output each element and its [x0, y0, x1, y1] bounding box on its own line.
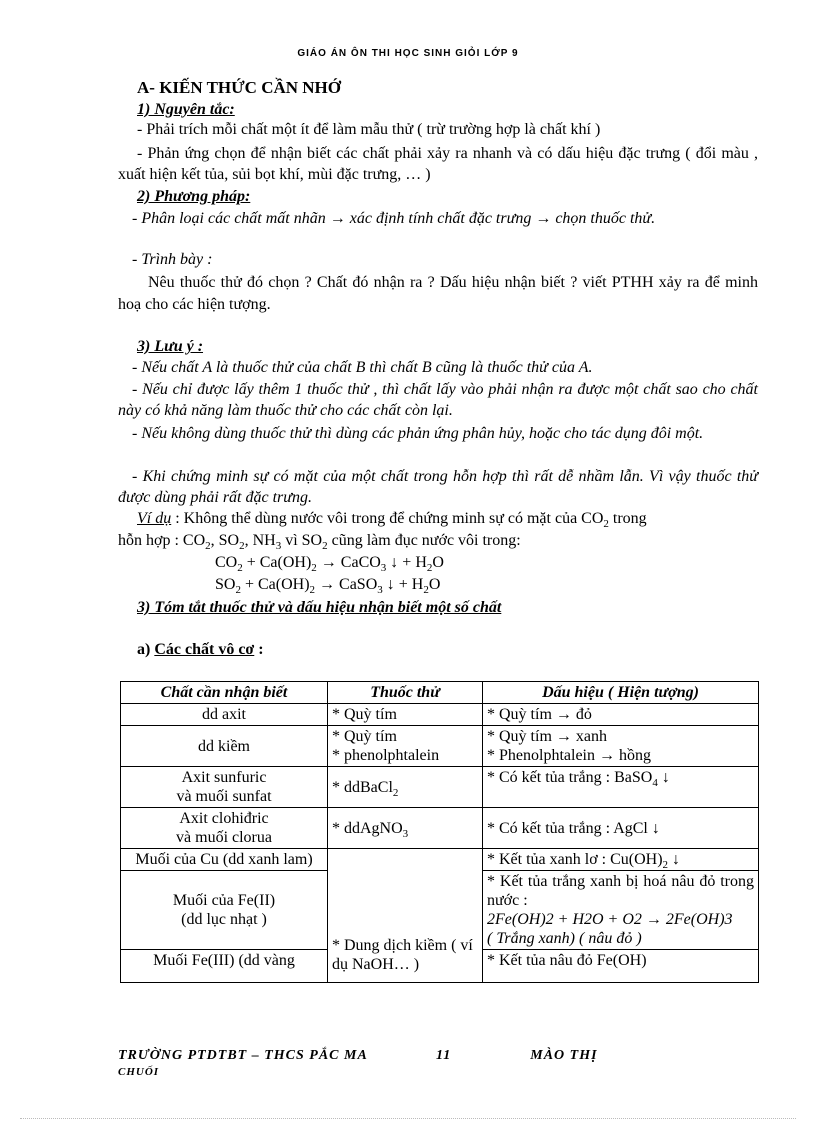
note-heading: 3) Lưu ý : [137, 338, 204, 355]
method-heading: 2) Phương pháp: [137, 188, 251, 205]
principle-line-2: - Phản ứng chọn để nhận biết các chất phải xảy ra nhanh và có dấu hiệu đặc trưng ( đổi màu , xuất hiện kết tủa, sủi bọt khí, mùi đặc trưng, … ) [118, 145, 758, 183]
table-header-row [121, 682, 759, 704]
sub: 3 [380, 562, 387, 575]
example-text: : Không thể dùng nước vôi trong để chứng minh sự có mặt của CO [171, 510, 604, 527]
footer-school: TRƯỜNG PTDTBT – THCS PẮC MA [118, 1048, 368, 1063]
cell-text: * Có kết tủa trắng : BaSO [487, 769, 653, 786]
equation-1 [215, 553, 444, 573]
cell: Muối Fe(III) (dd vàng [121, 950, 328, 983]
cell [328, 767, 483, 808]
sub: 2 [205, 540, 211, 553]
method-line-3: Nêu thuốc thử đó chọn ? Chất đó nhận ra ? Dấu hiệu nhận biết ? viết PTHH xảy ra để minh hoạ cho các hiện tượng. [118, 274, 758, 313]
cell-line: Axit clohiđric [179, 810, 269, 827]
cell-text: * ddAgNO [332, 819, 403, 837]
sub: 3 [377, 584, 383, 597]
cell-line: và muối sunfat [176, 788, 272, 805]
table-row [121, 808, 759, 849]
cell-line: Axit sunfuric [181, 769, 267, 786]
eq-part: SO [215, 576, 236, 593]
cell-text: * Kết tủa xanh lơ : Cu(OH) [487, 851, 663, 868]
cell-line: * Quỳ tím → xanh [487, 728, 607, 745]
example-label: Ví dụ [137, 510, 172, 527]
example-mix-b: , SO [210, 532, 240, 549]
table-row [121, 849, 759, 871]
note-line-4: - Khi chứng minh sự có mặt của một chất trong hỗn hợp thì rất dễ nhầm lẫn. Vì vậy thuốc thử được dùng phải rất đặc trưng. [118, 468, 758, 506]
cell-line: * Kết tủa trắng xanh bị hoá nâu đỏ trong nước : [487, 873, 754, 909]
example-mix-a: hỗn hợp : CO [118, 532, 206, 549]
header-sign: Dấu hiệu ( Hiện tượng) [483, 682, 759, 704]
eq-part: ↓ + H [386, 554, 427, 571]
cell [121, 808, 328, 849]
inorganic-heading [137, 640, 264, 660]
eq-part: ↓ + H [382, 576, 424, 593]
eq-part: → CaCO [316, 554, 381, 571]
example-mix-c: , NH [244, 532, 276, 549]
example-line-1 [137, 509, 647, 529]
footer-line-2: CHUỐI [118, 1066, 160, 1078]
section-title: A- KIẾN THỨC CẦN NHỚ [137, 78, 342, 97]
cell-line: * Quỳ tím [332, 728, 397, 745]
sub: 3 [402, 827, 409, 840]
sub: 2 [311, 562, 317, 575]
cell: * Quỳ tím [328, 704, 483, 726]
header-reagent: Thuốc thử [328, 682, 483, 704]
table-row [121, 767, 759, 808]
note-line-2: - Nếu chỉ được lấy thêm 1 thuốc thử , thì chất lấy vào phải nhận ra được một chất sao cho chất này có khả năng làm thuốc thử cho các chất còn lại. [118, 381, 758, 419]
cell: dd kiềm [121, 726, 328, 767]
sub: 2 [662, 859, 669, 872]
example-text-end: trong [608, 510, 647, 527]
cell: dd axit [121, 704, 328, 726]
eq-part: → CaSO [315, 576, 378, 593]
eq-part: CO [215, 554, 238, 571]
cell-line: * phenolphtalein [332, 747, 440, 764]
cell-line: (dd lục nhạt ) [181, 911, 267, 928]
example-mix-d: vì SO [281, 532, 323, 549]
header-substance: Chất cần nhận biết [121, 682, 328, 704]
cell [483, 871, 759, 950]
sub: 2 [322, 540, 328, 553]
cell: * Có kết tủa trắng : BaSO$_4$ ↓ [483, 767, 759, 808]
cell-text: * ddBaCl [332, 778, 393, 796]
cell: * Kết tủa xanh lơ : $Cu(OH)_2$ ↓ [483, 849, 759, 871]
inorganic-prefix: a) [137, 641, 155, 658]
sub: 2 [426, 562, 433, 575]
example-line-2 [118, 531, 521, 551]
example-mix-e: cũng làm đục nước vôi trong: [327, 532, 521, 549]
eq-part: + Ca(OH) [240, 576, 310, 593]
cell: * Có kết tủa trắng : AgCl ↓ [483, 808, 759, 849]
eq-part: O [432, 554, 444, 571]
cell-line: và muối clorua [176, 829, 272, 846]
principle-line-1: - Phải trích mỗi chất một ít để làm mẫu thử ( trừ trường hợp là chất khí ) [137, 121, 601, 138]
cell [328, 808, 483, 849]
table-row [121, 726, 759, 767]
note-line-3: - Nếu không dùng thuốc thử thì dùng các phản ứng phân hủy, hoặc cho tác dụng đôi một. [132, 425, 704, 442]
cell: * Dung dịch kiềm ( ví dụ NaOH… ) [328, 849, 483, 983]
equation-2 [215, 575, 440, 595]
page-header: GIÁO ÁN ÔN THI HỌC SINH GIỎI LỚP 9 [297, 48, 519, 59]
footer-page-number: 11 [436, 1048, 452, 1063]
summary-heading: 3) Tóm tắt thuốc thử và dấu hiệu nhận biết một số chất [137, 599, 502, 616]
eq-part: O [428, 576, 441, 593]
cell-line: * Phenolphtalein → hồng [487, 747, 651, 764]
method-line-1: - Phân loại các chất mất nhãn → xác định tính chất đặc trưng → chọn thuốc thử. [132, 210, 656, 227]
cell [483, 726, 759, 767]
sub: 2 [235, 584, 241, 597]
table-row [121, 704, 759, 726]
sub: 2 [239, 540, 245, 553]
sub: 2 [423, 584, 429, 597]
page-bottom-rule [20, 1118, 796, 1119]
cell-line: 2Fe(OH)2 + H2O + O2 → 2Fe(OH)3 [487, 911, 733, 928]
cell-line: Muối của Fe(II) [172, 892, 276, 909]
cell [328, 726, 483, 767]
cell [121, 871, 328, 950]
footer-author: MÀO THỊ [530, 1048, 598, 1063]
note-line-1: - Nếu chất A là thuốc thử của chất B thì chất B cũng là thuốc thử của A. [132, 359, 593, 376]
page-footer [118, 1048, 598, 1064]
principle-heading: 1) Nguyên tắc: [137, 101, 235, 118]
sub: 2 [392, 786, 399, 799]
cell-line: ( Trắng xanh) ( nâu đỏ ) [487, 930, 642, 947]
sub: 2 [237, 562, 243, 575]
sub: 4 [652, 777, 658, 790]
cell: * Kết tủa nâu đỏ Fe(OH) [483, 950, 759, 983]
cell: Muối của Cu (dd xanh lam) [121, 849, 328, 871]
inorganic-label: Các chất vô cơ [154, 641, 255, 658]
eq-part: + Ca(OH) [242, 554, 312, 571]
sub-co2: 2 [603, 518, 609, 531]
cell: * Quỳ tím → đỏ [483, 704, 759, 726]
sub: 2 [309, 584, 316, 597]
sub: 3 [275, 540, 282, 553]
method-line-2: - Trình bày : [132, 251, 213, 268]
reagent-table [120, 681, 759, 983]
cell [121, 767, 328, 808]
inorganic-suffix: : [254, 641, 264, 658]
